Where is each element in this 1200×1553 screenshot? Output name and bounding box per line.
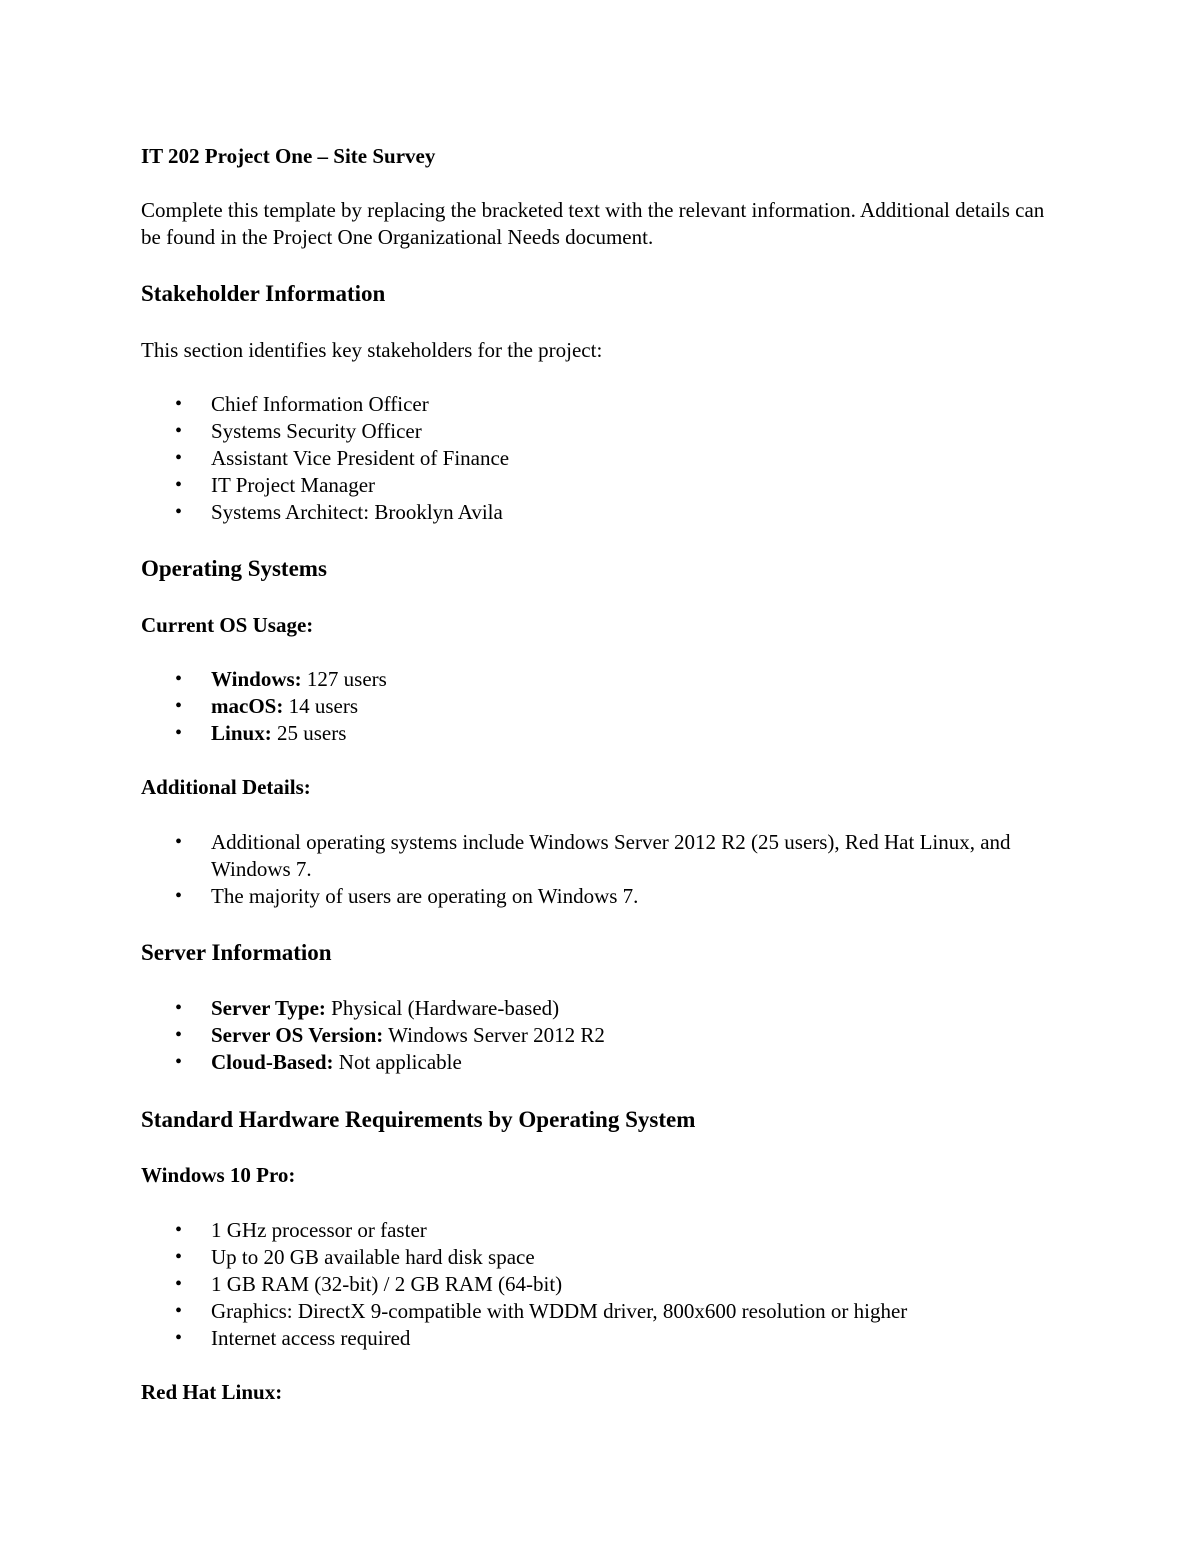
bullet-icon: • bbox=[175, 474, 183, 496]
list-item: • Assistant Vice President of Finance bbox=[175, 446, 510, 470]
bullet-icon: • bbox=[175, 393, 183, 415]
list-item: • Systems Architect: Brooklyn Avila bbox=[175, 500, 503, 524]
bullet-icon: • bbox=[175, 420, 183, 442]
hardware-heading: Standard Hardware Requirements by Operating System bbox=[141, 1107, 696, 1132]
os-details-heading: Additional Details: bbox=[141, 775, 311, 799]
win10-heading: Windows 10 Pro: bbox=[141, 1163, 296, 1187]
bullet-icon: • bbox=[175, 722, 183, 744]
bullet-icon: • bbox=[175, 1300, 183, 1322]
bullet-icon: • bbox=[175, 885, 183, 907]
bullet-icon: • bbox=[175, 997, 183, 1019]
document-title: IT 202 Project One – Site Survey bbox=[141, 144, 436, 168]
list-item: • 1 GHz processor or faster bbox=[175, 1218, 427, 1242]
list-item: • Chief Information Officer bbox=[175, 392, 429, 416]
bullet-icon: • bbox=[175, 447, 183, 469]
os-current-heading: Current OS Usage: bbox=[141, 613, 314, 637]
list-item: • Internet access required bbox=[175, 1326, 411, 1350]
bullet-icon: • bbox=[175, 1219, 183, 1241]
bullet-icon: • bbox=[175, 668, 183, 690]
server-heading: Server Information bbox=[141, 940, 332, 965]
list-item: • Graphics: DirectX 9-compatible with WDDM driver, 800x600 resolution or higher bbox=[175, 1299, 908, 1323]
list-item: • IT Project Manager bbox=[175, 473, 376, 497]
bullet-icon: • bbox=[175, 1024, 183, 1046]
list-item: • Additional operating systems include Windows Server 2012 R2 (25 users), Red Hat Linux, and Windows 7. bbox=[175, 830, 1011, 881]
list-item: • Server Type: Physical (Hardware-based) bbox=[175, 996, 560, 1020]
list-item: • Cloud-Based: Not applicable bbox=[175, 1050, 462, 1074]
bullet-icon: • bbox=[175, 1327, 183, 1349]
intro-paragraph: Complete this template by replacing the bracketed text with the relevant information. Additional details can be found in the Project One Organizational Needs document. bbox=[141, 198, 1045, 249]
bullet-icon: • bbox=[175, 831, 183, 853]
bullet-icon: • bbox=[175, 1246, 183, 1268]
list-item: • Linux: 25 users bbox=[175, 721, 347, 745]
bullet-icon: • bbox=[175, 695, 183, 717]
bullet-icon: • bbox=[175, 1273, 183, 1295]
list-item: • Windows: 127 users bbox=[175, 667, 387, 691]
stakeholder-lead: This section identifies key stakeholders for the project: bbox=[141, 338, 603, 362]
list-item: • Systems Security Officer bbox=[175, 419, 422, 443]
os-heading: Operating Systems bbox=[141, 556, 327, 581]
list-item: • macOS: 14 users bbox=[175, 694, 358, 718]
redhat-heading: Red Hat Linux: bbox=[141, 1380, 283, 1404]
list-item: • Server OS Version: Windows Server 2012 R2 bbox=[175, 1023, 605, 1047]
list-item: • Up to 20 GB available hard disk space bbox=[175, 1245, 535, 1269]
stakeholder-heading: Stakeholder Information bbox=[141, 281, 386, 306]
list-item: • The majority of users are operating on Windows 7. bbox=[175, 884, 639, 908]
bullet-icon: • bbox=[175, 501, 183, 523]
list-item: • 1 GB RAM (32-bit) / 2 GB RAM (64-bit) bbox=[175, 1272, 563, 1296]
bullet-icon: • bbox=[175, 1051, 183, 1073]
